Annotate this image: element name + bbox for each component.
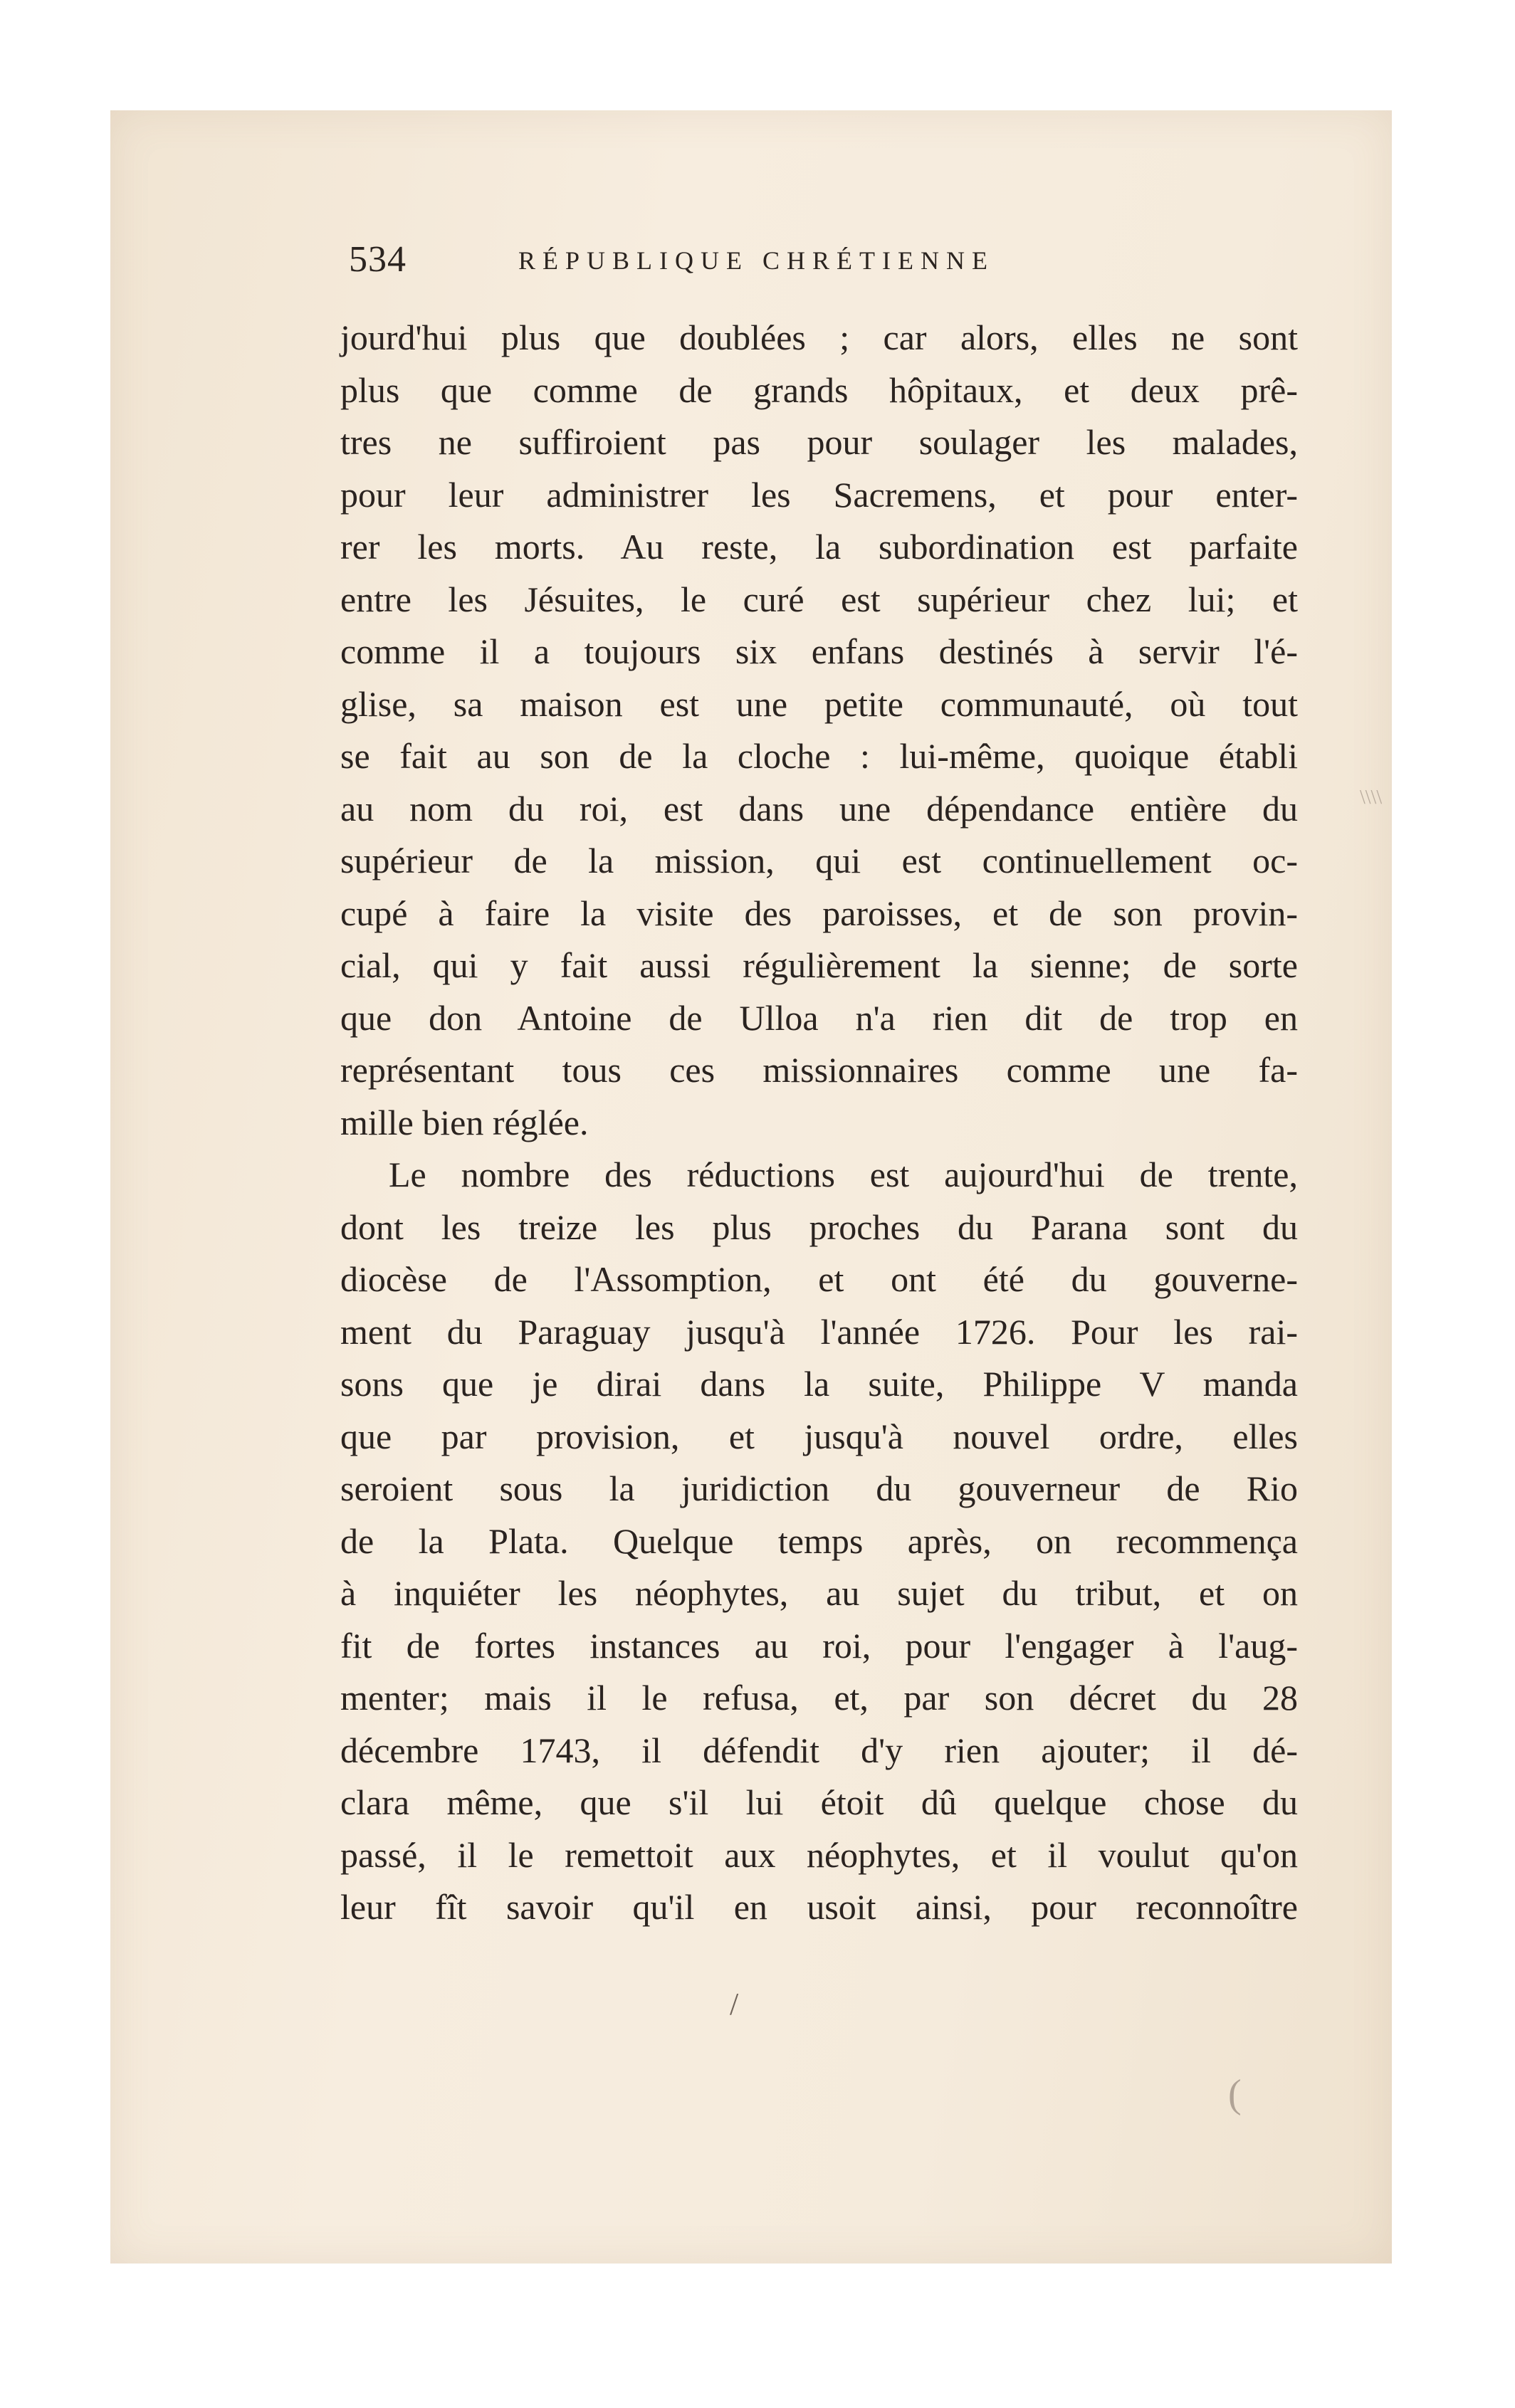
text-line: plus que comme de grands hôpitaux, et deux prê- <box>340 369 1298 410</box>
text-line: rer les morts. Au reste, la subordination est parfaite <box>340 527 1298 567</box>
text-line: jourd'hui plus que doublées ; car alors, elles ne sont <box>340 317 1298 357</box>
corner-mark: ( <box>1228 2072 1242 2116</box>
text-line: cupé à faire la visite des paroisses, et de son provin- <box>340 893 1298 933</box>
text-line: supérieur de la mission, qui est continuellement oc- <box>340 841 1298 880</box>
text-line: que par provision, et jusqu'à nouvel ordre, elles <box>340 1416 1298 1456</box>
text-line: dont les treize les plus proches du Parana sont du <box>340 1206 1298 1247</box>
paragraph-end-line: mille bien réglée. <box>340 1102 589 1142</box>
text-line: sons que je dirai dans la suite, Philippe V manda <box>340 1364 1298 1404</box>
running-title: RÉPUBLIQUE CHRÉTIENNE <box>518 246 995 275</box>
text-line: fit de fortes instances au roi, pour l'engager à l'aug- <box>340 1625 1298 1666</box>
body-text <box>340 312 1298 1934</box>
text-line: menter; mais il le refusa, et, par son décret du 28 <box>340 1678 1298 1718</box>
text-line: que don Antoine de Ulloa n'a rien dit de trop en <box>340 997 1298 1038</box>
text-line: cial, qui y fait aussi régulièrement la sienne; de sorte <box>340 945 1298 985</box>
paragraph-start-line: Le nombre des réductions est aujourd'hui de trente, <box>389 1155 1298 1194</box>
text-line: au nom du roi, est dans une dépendance entière du <box>340 788 1298 829</box>
text-line: à inquiéter les néophytes, au sujet du tribut, et on <box>340 1573 1298 1613</box>
text-line: ment du Paraguay jusqu'à l'année 1726. Pour les rai- <box>340 1311 1298 1352</box>
page-header <box>349 238 1168 295</box>
text-line: se fait au son de la cloche : lui-même, quoique établi <box>340 736 1298 776</box>
text-line: entre les Jésuites, le curé est supérieur chez lui; et <box>340 579 1298 619</box>
text-line: tres ne suffiroient pas pour soulager les malades, <box>340 422 1298 462</box>
text-line: comme il a toujours six enfans destinés à servir l'é- <box>340 631 1298 671</box>
margin-mark: \\\\ <box>1360 787 1383 809</box>
text-line: passé, il le remettoit aux néophytes, et il voulut qu'on <box>340 1834 1298 1875</box>
text-line: décembre 1743, il défendit d'y rien ajouter; il dé- <box>340 1730 1298 1770</box>
text-line: pour leur administrer les Sacremens, et pour enter- <box>340 474 1298 515</box>
text-line: clara même, que s'il lui étoit dû quelque chose du <box>340 1782 1298 1822</box>
text-line: seroient sous la juridiction du gouverneur de Rio <box>340 1468 1298 1508</box>
ink-mark: / <box>730 1987 739 2021</box>
text-line: glise, sa maison est une petite communauté, où tout <box>340 683 1298 724</box>
text-line: de la Plata. Quelque temps après, on recommença <box>340 1520 1298 1561</box>
text-line: diocèse de l'Assomption, et ont été du gouverne- <box>340 1259 1298 1299</box>
text-line: représentant tous ces missionnaires comme une fa- <box>340 1050 1298 1090</box>
page-number: 534 <box>349 239 407 280</box>
text-line: leur fît savoir qu'il en usoit ainsi, pour reconnoître <box>340 1887 1298 1927</box>
